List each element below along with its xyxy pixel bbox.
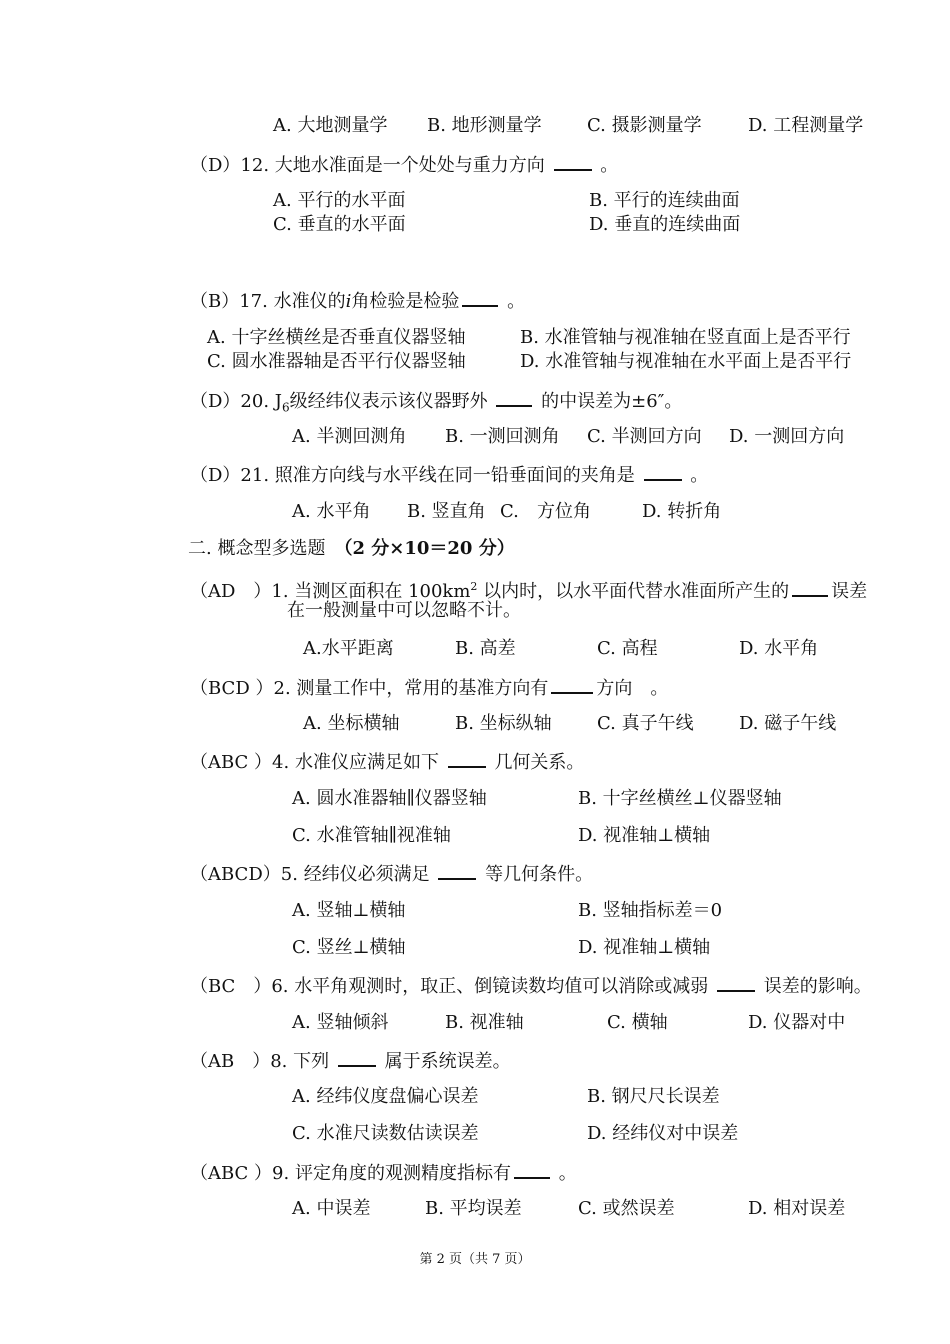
page-number-footer: 第 2 页（共 7 页）: [419, 1252, 531, 1267]
m1-option-d: D. 水平角: [739, 638, 819, 659]
q17-option-d: D. 水准管轴与视准轴在水平面上是否平行: [520, 351, 852, 372]
q17-option-c: C. 圆水准器轴是否平行仪器竖轴: [207, 351, 466, 372]
question-stem: 级经纬仪表示该仪器野外: [289, 391, 488, 412]
question-stem-end: 方向 。: [596, 678, 669, 699]
m6-option-a: A. 竖轴倾斜: [292, 1012, 389, 1033]
answer-blank: [792, 578, 828, 597]
m5-option-a: A. 竖轴⊥横轴: [292, 900, 406, 921]
q12-option-b: B. 平行的连续曲面: [589, 190, 740, 211]
m5-option-b: B. 竖轴指标差＝0: [578, 900, 723, 921]
question-12: [190, 152, 618, 178]
answer-blank: [462, 288, 498, 307]
q21-option-a: A. 水平角: [292, 501, 371, 522]
question-stem: 照准方向线与水平线在同一铅垂面间的夹角是: [274, 465, 635, 486]
m4-option-b: B. 十字丝横丝⊥仪器竖轴: [578, 788, 782, 809]
m9-option-d: D. 相对误差: [748, 1198, 846, 1219]
answer-label: （BCD ）2.: [190, 678, 291, 699]
section-score: （2 分×10＝20 分）: [343, 538, 515, 559]
m6-option-d: D. 仪器对中: [748, 1012, 846, 1033]
m5-option-c: C. 竖丝⊥横轴: [292, 937, 406, 958]
q-prev-option-a: A. 大地测量学: [273, 115, 388, 136]
q17-option-b: B. 水准管轴与视准轴在竖直面上是否平行: [520, 327, 851, 348]
answer-label: （ABCD）5.: [190, 864, 298, 885]
answer-label: （D）21.: [190, 465, 270, 486]
m2-option-a: A. 坐标横轴: [303, 713, 400, 734]
question-stem: 水准仪应满足如下: [294, 752, 439, 773]
answer-label: （D）20.: [190, 391, 270, 412]
question-stem-cont: 以内时，以水平面代替水准面所产生的: [477, 581, 790, 602]
m9-option-c: C. 或然误差: [578, 1198, 675, 1219]
m8-option-b: B. 钢尺尺长误差: [587, 1086, 720, 1107]
multi-question-6: [190, 973, 872, 999]
question-stem-cont: 角检验是检验: [351, 291, 460, 312]
question-stem: 水准仪的: [273, 291, 346, 312]
q-prev-option-d: D. 工程测量学: [748, 115, 864, 136]
m9-option-b: B. 平均误差: [425, 1198, 522, 1219]
question-stem: 水平角观测时，取正、倒镜读数均值可以消除或减弱: [294, 976, 709, 997]
q20-option-b: B. 一测回测角: [445, 426, 560, 447]
section-title: 二. 概念型多选题: [188, 538, 326, 559]
multi-question-4: [190, 749, 584, 775]
answer-blank: [338, 1048, 376, 1067]
question-stem-end: 几何关系。: [494, 752, 585, 773]
answer-label: （ABC ）4.: [190, 752, 290, 773]
answer-blank: [496, 388, 532, 407]
answer-blank: [644, 462, 682, 481]
question-stem-end: 误差的影响。: [763, 976, 872, 997]
instrument-subscript: 6: [282, 400, 290, 415]
answer-blank: [717, 973, 755, 992]
question-stem: 当测区面积在 100km: [294, 581, 471, 602]
question-stem: 下列: [293, 1051, 330, 1072]
m8-option-a: A. 经纬仪度盘偏心误差: [292, 1086, 479, 1107]
answer-label: （B）17.: [190, 291, 268, 312]
q12-option-a: A. 平行的水平面: [273, 190, 406, 211]
multi-question-8: [190, 1048, 511, 1074]
multi-question-9: [190, 1160, 577, 1186]
question-stem-end: 误差: [831, 581, 868, 602]
m8-option-d: D. 经纬仪对中误差: [587, 1123, 739, 1144]
m2-option-b: B. 坐标纵轴: [455, 713, 552, 734]
m1-option-c: C. 高程: [597, 638, 658, 659]
instrument-letter: J: [274, 391, 283, 412]
section-heading: [188, 537, 515, 561]
q21-option-d: D. 转折角: [642, 501, 722, 522]
question-stem-end: 。: [507, 291, 526, 312]
italic-symbol: i: [345, 291, 352, 312]
question-20: [190, 388, 682, 420]
q12-option-d: D. 垂直的连续曲面: [589, 214, 741, 235]
question-stem: 评定角度的观测精度指标有: [294, 1163, 511, 1184]
q-prev-option-b: B. 地形测量学: [427, 115, 542, 136]
answer-blank: [448, 749, 486, 768]
m6-option-b: B. 视准轴: [445, 1012, 524, 1033]
m8-option-c: C. 水准尺读数估读误差: [292, 1123, 479, 1144]
m1-option-b: B. 高差: [455, 638, 516, 659]
m4-option-c: C. 水准管轴∥视准轴: [292, 825, 451, 846]
multi-question-5: [190, 861, 593, 887]
question-stem-end: 属于系统误差。: [384, 1051, 511, 1072]
answer-label: （AB ）8.: [190, 1051, 288, 1072]
question-stem: 测量工作中，常用的基准方向有: [296, 678, 549, 699]
q20-option-c: C. 半测回方向: [587, 426, 702, 447]
m2-option-c: C. 真子午线: [597, 713, 694, 734]
answer-label: （BC ）6.: [190, 976, 289, 997]
answer-blank: [554, 152, 592, 171]
question-stem-end: 。: [558, 1163, 577, 1184]
answer-label: （AD ）1.: [190, 581, 289, 602]
superscript: 2: [470, 580, 478, 593]
m1-option-a: A.水平距离: [303, 638, 394, 659]
m5-option-d: D. 视准轴⊥横轴: [578, 937, 711, 958]
q21-option-c: 方位角: [537, 501, 591, 522]
question-stem-end: 。: [690, 465, 709, 486]
m4-option-a: A. 圆水准器轴∥仪器竖轴: [292, 788, 487, 809]
q20-option-d: D. 一测回方向: [729, 426, 845, 447]
multi-question-2: [190, 675, 668, 701]
question-stem-end: 等几何条件。: [485, 864, 594, 885]
answer-label: （ABC ）9.: [190, 1163, 290, 1184]
answer-blank: [438, 861, 476, 880]
question-21: [190, 462, 708, 488]
question-17: [190, 288, 525, 314]
m9-option-a: A. 中误差: [292, 1198, 371, 1219]
q21-option-b: B. 竖直角: [407, 501, 486, 522]
answer-blank: [514, 1160, 550, 1179]
question-stem: 大地水准面是一个处处与重力方向: [274, 155, 545, 176]
q20-option-a: A. 半测回测角: [292, 426, 407, 447]
q17-option-a: A. 十字丝横丝是否垂直仪器竖轴: [207, 327, 466, 348]
m6-option-c: C. 横轴: [607, 1012, 668, 1033]
answer-blank: [551, 675, 593, 694]
q21-option-c-label: C.: [500, 501, 519, 522]
m4-option-d: D. 视准轴⊥横轴: [578, 825, 711, 846]
answer-label: （D）12.: [190, 155, 270, 176]
question-stem-end: 的中误差为±6″。: [541, 391, 683, 412]
m2-option-d: D. 磁子午线: [739, 713, 837, 734]
question-stem-end: 。: [600, 155, 619, 176]
question-stem-line2: 在一般测量中可以忽略不计。: [287, 600, 521, 621]
q12-option-c: C. 垂直的水平面: [273, 214, 406, 235]
question-stem: 经纬仪必须满足: [303, 864, 430, 885]
q-prev-option-c: C. 摄影测量学: [587, 115, 702, 136]
